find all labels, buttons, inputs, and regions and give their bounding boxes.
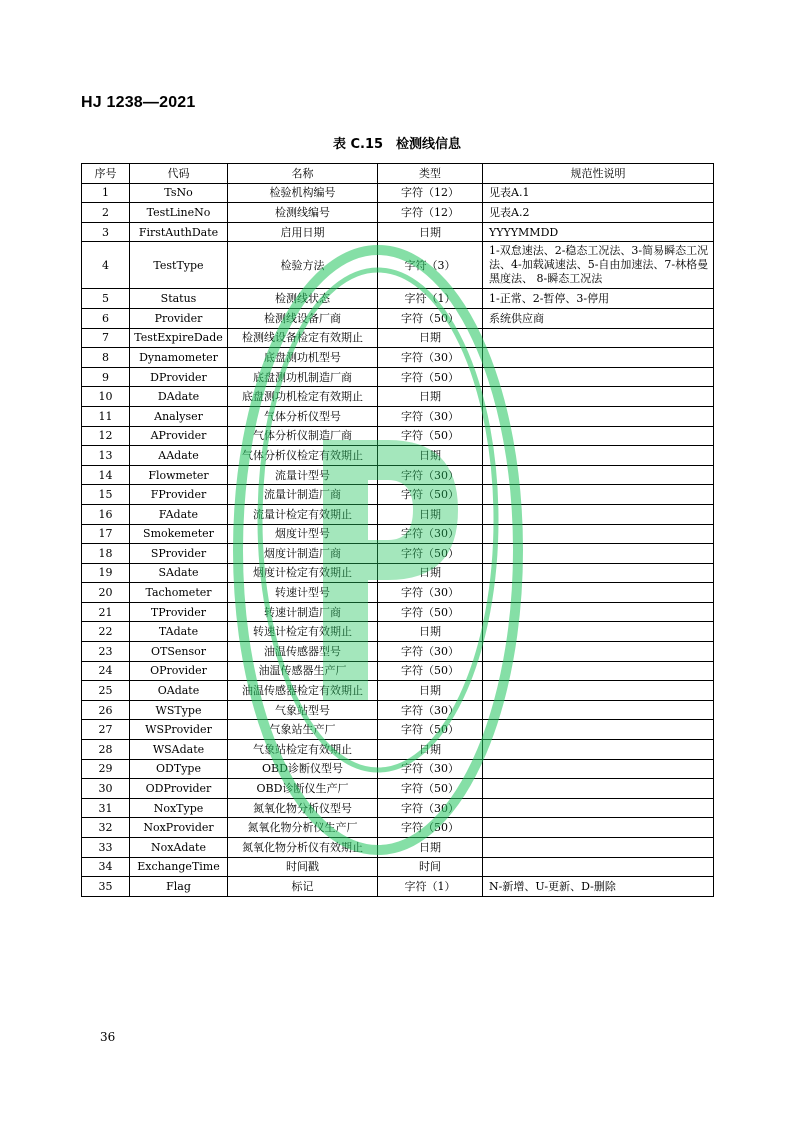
cell-name: OBD诊断仪型号: [228, 759, 378, 779]
cell-description: 1-正常、2-暂停、3-停用: [483, 289, 714, 309]
cell-description: [483, 563, 714, 583]
cell-name: 油温传感器生产厂: [228, 661, 378, 681]
cell-code: SProvider: [130, 544, 228, 564]
cell-no: 14: [82, 465, 130, 485]
cell-no: 34: [82, 857, 130, 877]
cell-code: Flowmeter: [130, 465, 228, 485]
cell-description: [483, 583, 714, 603]
cell-description: 见表A.1: [483, 183, 714, 203]
cell-code: TestType: [130, 242, 228, 289]
cell-code: Provider: [130, 308, 228, 328]
cell-description: [483, 838, 714, 858]
table-row: [82, 328, 714, 348]
cell-code: TestLineNo: [130, 203, 228, 223]
cell-no: 9: [82, 367, 130, 387]
cell-type: 字符（30）: [378, 583, 483, 603]
cell-type: 字符（30）: [378, 348, 483, 368]
cell-name: 流量计型号: [228, 465, 378, 485]
cell-description: 见表A.2: [483, 203, 714, 223]
cell-no: 27: [82, 720, 130, 740]
cell-description: [483, 465, 714, 485]
cell-code: Analyser: [130, 406, 228, 426]
cell-no: 18: [82, 544, 130, 564]
cell-code: TestExpireDade: [130, 328, 228, 348]
table-body: [82, 183, 714, 896]
table-row: [82, 700, 714, 720]
table-row: [82, 465, 714, 485]
table-row: [82, 504, 714, 524]
table-row: [82, 524, 714, 544]
cell-type: 日期: [378, 740, 483, 760]
cell-description: [483, 642, 714, 662]
cell-code: ODType: [130, 759, 228, 779]
cell-no: 25: [82, 681, 130, 701]
cell-type: 字符（50）: [378, 485, 483, 505]
table-row: [82, 242, 714, 289]
cell-no: 29: [82, 759, 130, 779]
line-info-table: [81, 163, 714, 897]
cell-type: 字符（1）: [378, 877, 483, 897]
cell-no: 31: [82, 798, 130, 818]
cell-code: Dynamometer: [130, 348, 228, 368]
cell-description: [483, 328, 714, 348]
table-header-row: [82, 164, 714, 184]
page-number: 36: [100, 1030, 116, 1044]
cell-code: Flag: [130, 877, 228, 897]
cell-name: 底盘测功机型号: [228, 348, 378, 368]
cell-description: [483, 446, 714, 466]
cell-name: 检测线编号: [228, 203, 378, 223]
cell-code: ExchangeTime: [130, 857, 228, 877]
header-type: 类型: [378, 164, 483, 184]
cell-type: 字符（50）: [378, 367, 483, 387]
cell-type: 字符（30）: [378, 798, 483, 818]
cell-code: AProvider: [130, 426, 228, 446]
cell-type: 字符（30）: [378, 700, 483, 720]
cell-no: 17: [82, 524, 130, 544]
cell-description: [483, 622, 714, 642]
cell-code: ODProvider: [130, 779, 228, 799]
cell-code: OTSensor: [130, 642, 228, 662]
cell-no: 15: [82, 485, 130, 505]
cell-name: 气体分析仪型号: [228, 406, 378, 426]
cell-type: 日期: [378, 387, 483, 407]
cell-name: 检测线设备检定有效期止: [228, 328, 378, 348]
cell-name: 检测线状态: [228, 289, 378, 309]
cell-code: AAdate: [130, 446, 228, 466]
table-row: [82, 348, 714, 368]
cell-no: 23: [82, 642, 130, 662]
cell-no: 26: [82, 700, 130, 720]
document-code: HJ 1238—2021: [81, 94, 196, 111]
cell-type: 日期: [378, 504, 483, 524]
cell-type: 字符（30）: [378, 465, 483, 485]
cell-description: [483, 406, 714, 426]
cell-type: 日期: [378, 563, 483, 583]
cell-no: 22: [82, 622, 130, 642]
table-row: [82, 857, 714, 877]
cell-code: OProvider: [130, 661, 228, 681]
table-row: [82, 544, 714, 564]
cell-code: NoxAdate: [130, 838, 228, 858]
cell-description: 1-双怠速法、2-稳态工况法、3-简易瞬态工况法、4-加载减速法、5-自由加速法、7-林格曼黑度法、 8-瞬态工况法: [483, 242, 714, 289]
cell-no: 33: [82, 838, 130, 858]
cell-type: 日期: [378, 838, 483, 858]
cell-name: 启用日期: [228, 222, 378, 242]
cell-no: 16: [82, 504, 130, 524]
cell-name: 油温传感器型号: [228, 642, 378, 662]
cell-name: 流量计制造厂商: [228, 485, 378, 505]
cell-no: 8: [82, 348, 130, 368]
table-row: [82, 798, 714, 818]
table-row: [82, 446, 714, 466]
table-row: [82, 818, 714, 838]
cell-description: [483, 681, 714, 701]
table-row: [82, 289, 714, 309]
cell-code: OAdate: [130, 681, 228, 701]
cell-type: 日期: [378, 681, 483, 701]
cell-type: 字符（12）: [378, 203, 483, 223]
table-row: [82, 203, 714, 223]
cell-type: 时间: [378, 857, 483, 877]
table-row: [82, 583, 714, 603]
cell-description: [483, 700, 714, 720]
cell-name: 氮氧化物分析仪有效期止: [228, 838, 378, 858]
cell-type: 字符（1）: [378, 289, 483, 309]
cell-name: 烟度计制造厂商: [228, 544, 378, 564]
cell-description: [483, 759, 714, 779]
table-row: [82, 838, 714, 858]
cell-no: 4: [82, 242, 130, 289]
cell-code: WSAdate: [130, 740, 228, 760]
cell-description: [483, 348, 714, 368]
cell-description: 系统供应商: [483, 308, 714, 328]
cell-code: Tachometer: [130, 583, 228, 603]
cell-type: 字符（50）: [378, 426, 483, 446]
cell-type: 字符（30）: [378, 759, 483, 779]
cell-no: 21: [82, 602, 130, 622]
cell-no: 2: [82, 203, 130, 223]
cell-type: 字符（50）: [378, 602, 483, 622]
cell-type: 字符（30）: [378, 642, 483, 662]
cell-no: 10: [82, 387, 130, 407]
cell-type: 字符（3）: [378, 242, 483, 289]
cell-type: 字符（50）: [378, 779, 483, 799]
header-code: 代码: [130, 164, 228, 184]
cell-type: 日期: [378, 328, 483, 348]
table-row: [82, 661, 714, 681]
cell-code: TProvider: [130, 602, 228, 622]
cell-name: 气象站生产厂: [228, 720, 378, 740]
cell-code: TAdate: [130, 622, 228, 642]
cell-code: Smokemeter: [130, 524, 228, 544]
cell-name: 烟度计检定有效期止: [228, 563, 378, 583]
cell-description: [483, 544, 714, 564]
cell-description: N-新增、U-更新、D-删除: [483, 877, 714, 897]
cell-code: NoxType: [130, 798, 228, 818]
table-row: [82, 642, 714, 662]
cell-code: TsNo: [130, 183, 228, 203]
table-row: [82, 183, 714, 203]
cell-code: DAdate: [130, 387, 228, 407]
cell-name: 底盘测功机检定有效期止: [228, 387, 378, 407]
cell-no: 20: [82, 583, 130, 603]
cell-code: FirstAuthDate: [130, 222, 228, 242]
header-no: 序号: [82, 164, 130, 184]
cell-no: 7: [82, 328, 130, 348]
cell-type: 字符（50）: [378, 661, 483, 681]
cell-name: 转速计检定有效期止: [228, 622, 378, 642]
cell-no: 28: [82, 740, 130, 760]
cell-description: [483, 602, 714, 622]
cell-name: 气体分析仪检定有效期止: [228, 446, 378, 466]
cell-description: [483, 720, 714, 740]
cell-no: 35: [82, 877, 130, 897]
cell-type: 字符（30）: [378, 524, 483, 544]
cell-name: 检测线设备厂商: [228, 308, 378, 328]
cell-name: 油温传感器检定有效期止: [228, 681, 378, 701]
table-row: [82, 740, 714, 760]
cell-name: 底盘测功机制造厂商: [228, 367, 378, 387]
cell-code: WSProvider: [130, 720, 228, 740]
cell-no: 1: [82, 183, 130, 203]
cell-description: [483, 426, 714, 446]
cell-no: 32: [82, 818, 130, 838]
cell-type: 字符（50）: [378, 544, 483, 564]
cell-code: Status: [130, 289, 228, 309]
cell-name: 气象站型号: [228, 700, 378, 720]
cell-description: [483, 740, 714, 760]
cell-no: 30: [82, 779, 130, 799]
table-row: [82, 759, 714, 779]
cell-type: 字符（12）: [378, 183, 483, 203]
cell-name: 时间戳: [228, 857, 378, 877]
cell-description: [483, 798, 714, 818]
cell-no: 3: [82, 222, 130, 242]
cell-type: 字符（50）: [378, 308, 483, 328]
cell-no: 5: [82, 289, 130, 309]
cell-description: [483, 857, 714, 877]
cell-description: [483, 387, 714, 407]
cell-type: 字符（30）: [378, 406, 483, 426]
table-row: [82, 681, 714, 701]
header-name: 名称: [228, 164, 378, 184]
cell-type: 字符（50）: [378, 720, 483, 740]
cell-name: 氮氧化物分析仪生产厂: [228, 818, 378, 838]
table-row: [82, 308, 714, 328]
cell-description: [483, 524, 714, 544]
cell-name: 流量计检定有效期止: [228, 504, 378, 524]
cell-no: 19: [82, 563, 130, 583]
cell-name: 烟度计型号: [228, 524, 378, 544]
cell-name: 气象站检定有效期止: [228, 740, 378, 760]
cell-description: [483, 367, 714, 387]
table-row: [82, 779, 714, 799]
cell-code: DProvider: [130, 367, 228, 387]
table-row: [82, 426, 714, 446]
table-row: [82, 622, 714, 642]
cell-code: NoxProvider: [130, 818, 228, 838]
table-row: [82, 222, 714, 242]
table-row: [82, 877, 714, 897]
cell-code: WSType: [130, 700, 228, 720]
cell-name: 气体分析仪制造厂商: [228, 426, 378, 446]
table-row: [82, 485, 714, 505]
cell-name: 标记: [228, 877, 378, 897]
cell-code: FProvider: [130, 485, 228, 505]
cell-code: SAdate: [130, 563, 228, 583]
cell-no: 11: [82, 406, 130, 426]
cell-description: [483, 485, 714, 505]
cell-description: YYYYMMDD: [483, 222, 714, 242]
table-row: [82, 602, 714, 622]
table-row: [82, 367, 714, 387]
cell-description: [483, 779, 714, 799]
header-description: 规范性说明: [483, 164, 714, 184]
cell-no: 13: [82, 446, 130, 466]
cell-type: 日期: [378, 622, 483, 642]
table-row: [82, 563, 714, 583]
table-row: [82, 387, 714, 407]
cell-name: 转速计制造厂商: [228, 602, 378, 622]
cell-name: 检验方法: [228, 242, 378, 289]
cell-no: 24: [82, 661, 130, 681]
cell-code: FAdate: [130, 504, 228, 524]
table-row: [82, 720, 714, 740]
cell-description: [483, 661, 714, 681]
cell-description: [483, 504, 714, 524]
cell-name: 转速计型号: [228, 583, 378, 603]
cell-name: 检验机构编号: [228, 183, 378, 203]
table-row: [82, 406, 714, 426]
cell-type: 日期: [378, 446, 483, 466]
cell-name: 氮氧化物分析仪型号: [228, 798, 378, 818]
cell-type: 日期: [378, 222, 483, 242]
cell-name: OBD诊断仪生产厂: [228, 779, 378, 799]
cell-type: 字符（50）: [378, 818, 483, 838]
cell-description: [483, 818, 714, 838]
table-caption: 表 C.15 检测线信息: [332, 137, 462, 152]
cell-no: 6: [82, 308, 130, 328]
cell-no: 12: [82, 426, 130, 446]
